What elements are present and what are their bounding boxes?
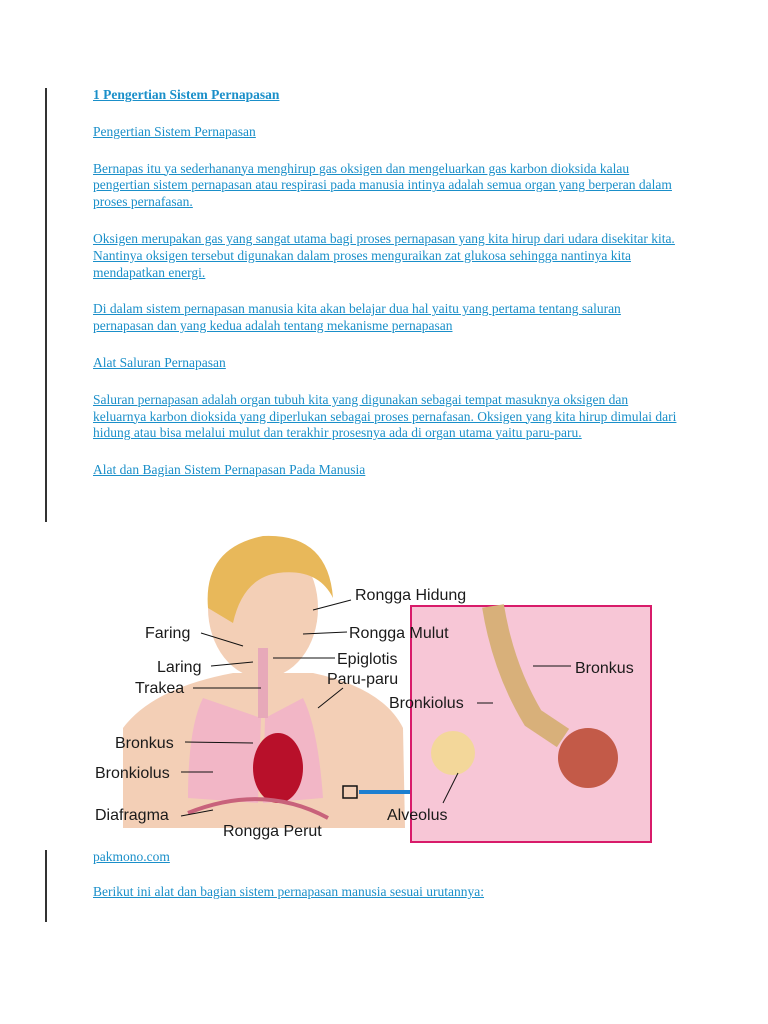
paragraph-link[interactable]: Alat dan Bagian Sistem Pernapasan Pada Manusia	[93, 462, 366, 478]
source-link[interactable]: pakmono.com	[93, 849, 170, 864]
label-trakea: Trakea	[135, 680, 185, 697]
label-laring: Laring	[157, 659, 202, 676]
heading-link[interactable]: 1 Pengertian Sistem Pernapasan	[93, 87, 280, 102]
label-bronkiolus-left: Bronkiolus	[95, 765, 170, 782]
heart-shape	[253, 733, 303, 803]
paragraph-link[interactable]: Oksigen merupakan gas yang sangat utama bagi proses pernapasan yang kita hirup dari udara disekitar kita. Nantinya oksigen tersebut digunakan dalam proses menguraikan zat glukosa sehingga nantinya kita mendapatkan energi.	[93, 230, 675, 280]
trachea-shape	[258, 648, 268, 718]
document-body	[93, 87, 683, 499]
label-bronkus-right: Bronkus	[575, 660, 634, 677]
label-bronkiolus-right: Bronkiolus	[389, 695, 464, 712]
label-diafragma: Diafragma	[95, 807, 169, 824]
paragraph-link[interactable]: Pengertian Sistem Pernapasan	[93, 123, 256, 139]
label-epiglotis: Epiglotis	[337, 651, 398, 668]
label-alveolus: Alveolus	[387, 807, 448, 824]
paragraph-link[interactable]: Bernapas itu ya sederhananya menghirup gas oksigen dan mengeluarkan gas karbon dioksida kalau pengertian sistem pernapasan atau respirasi pada manusia intinya adalah semua organ yang berperan dalam proses pernafasan.	[93, 160, 672, 210]
label-rongga-mulut: Rongga Mulut	[349, 625, 449, 642]
label-faring: Faring	[145, 625, 191, 642]
footer-link[interactable]: Berikut ini alat dan bagian sistem pernapasan manusia sesuai urutannya:	[93, 884, 485, 899]
alveoli-cluster-right	[558, 728, 618, 788]
margin-bar-top	[45, 88, 47, 522]
paragraph-link[interactable]: Alat Saluran Pernapasan	[93, 354, 226, 370]
label-rongga-perut: Rongga Perut	[223, 823, 322, 840]
paragraph-link[interactable]: Saluran pernapasan adalah organ tubuh kita yang digunakan sebagai tempat masuknya oksigen dan keluarnya karbon dioksida yang diperlukan sebagai proses pernafasan. Oksigen yang kita hirup dimulai dari hidung atau bisa melalui mulut dan terakhir prosesnya ada di organ utama yaitu paru-paru.	[93, 391, 677, 441]
paragraph-link[interactable]: Di dalam sistem pernapasan manusia kita akan belajar dua hal yaitu yang pertama tentang saluran pernapasan dan yang kedua adalah tentang mekanisme pernapasan	[93, 301, 621, 334]
alveoli-cluster	[431, 731, 475, 775]
label-bronkus-left: Bronkus	[115, 735, 174, 752]
margin-bar-bottom	[45, 850, 47, 922]
label-paru-paru: Paru-paru	[327, 671, 399, 688]
label-rongga-hidung: Rongga Hidung	[355, 587, 467, 604]
respiratory-system-diagram	[93, 528, 655, 846]
